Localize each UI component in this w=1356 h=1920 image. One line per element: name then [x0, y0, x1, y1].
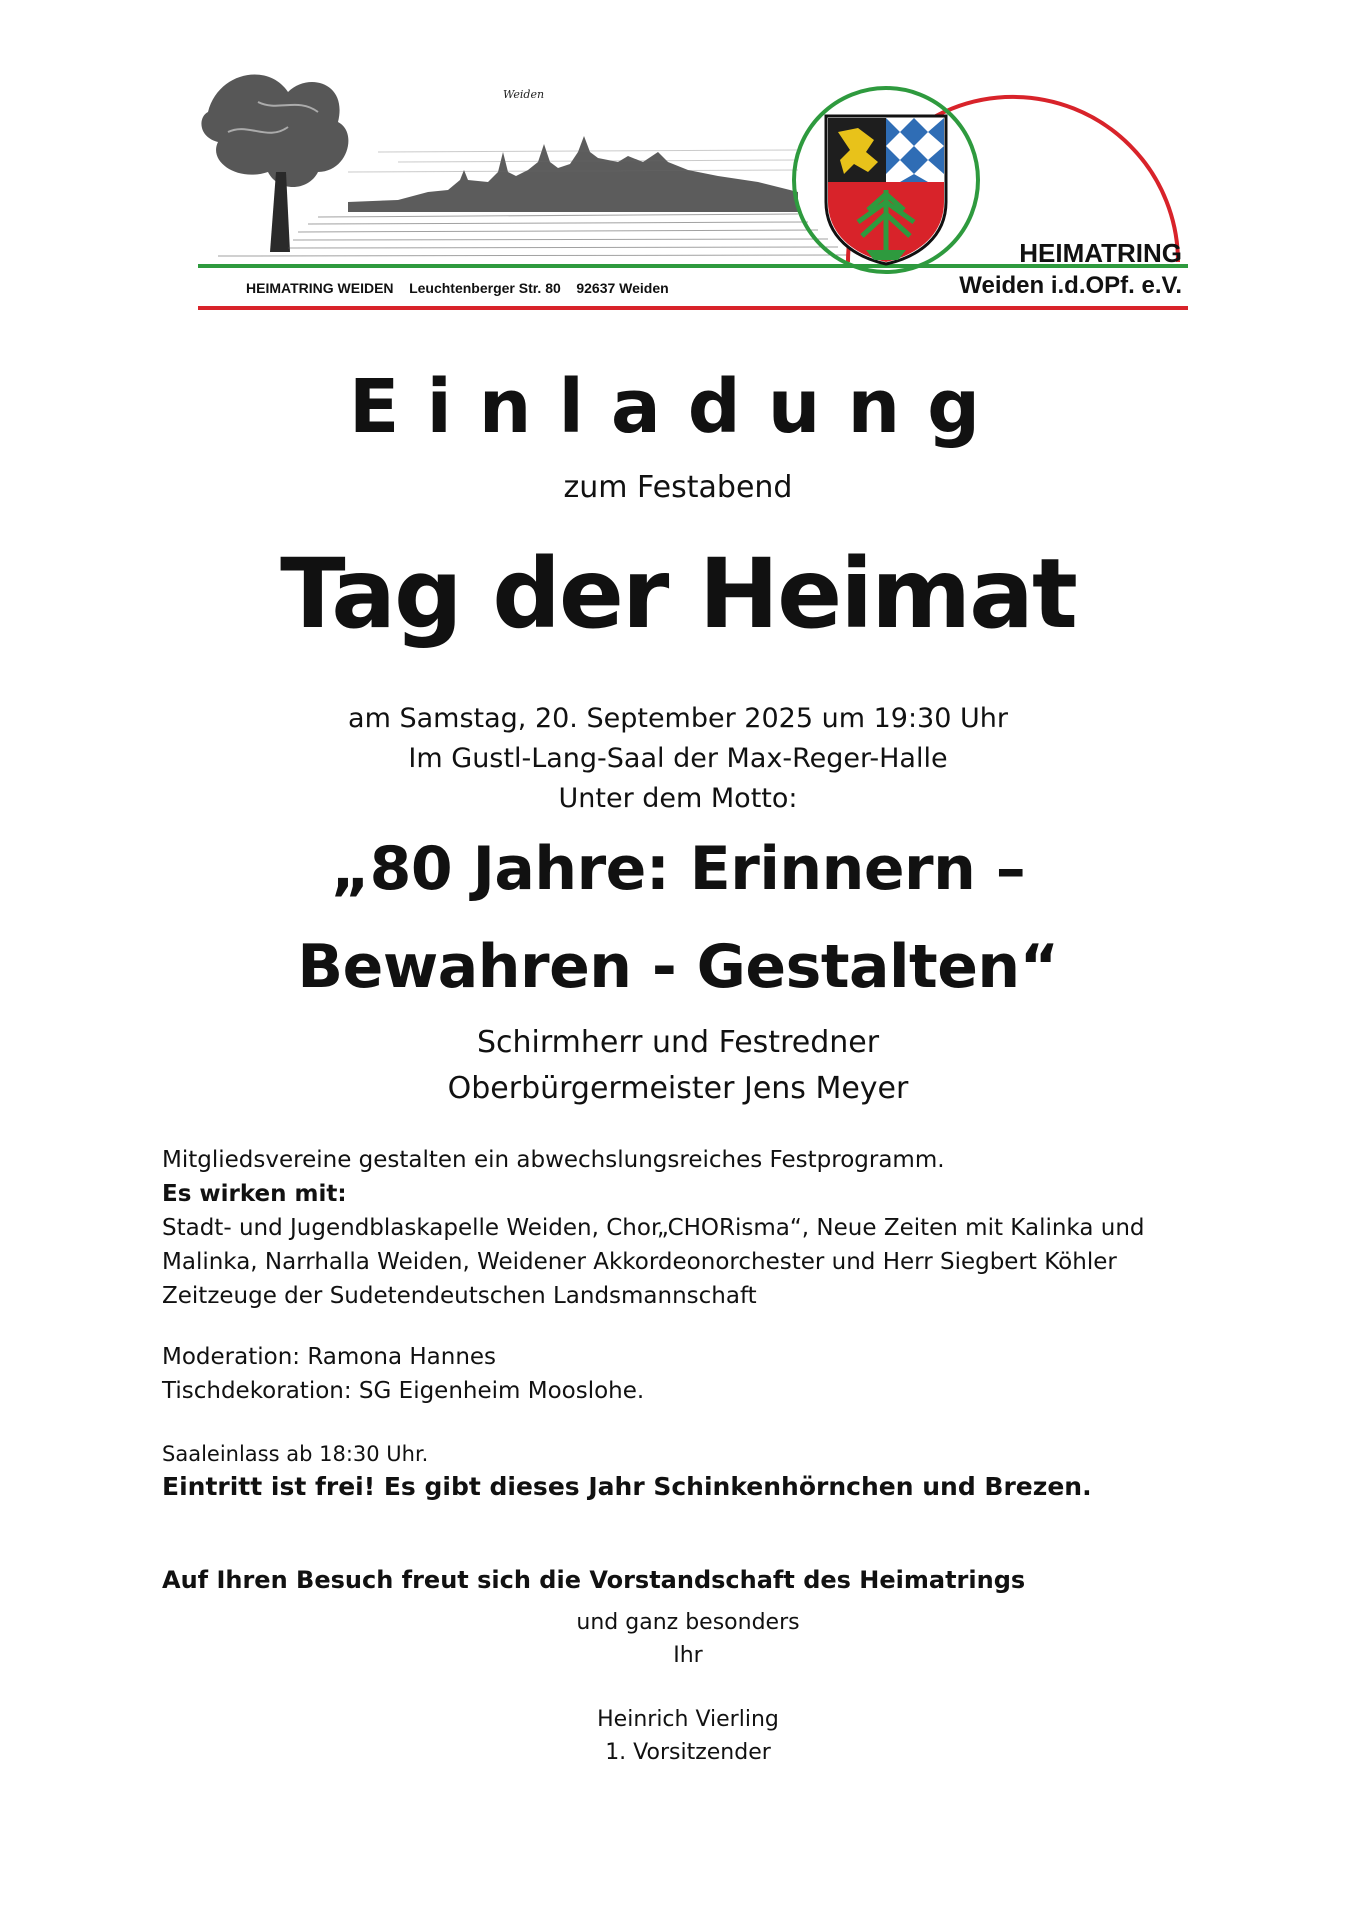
patron-title: Schirmherr und Festredner	[476, 1025, 880, 1060]
table-decoration: Tischdekoration: SG Eigenheim Mooslohe.	[162, 1378, 645, 1404]
city-caption: Weiden	[503, 88, 545, 101]
brand-subtitle: Weiden i.d.OPf. e.V.	[959, 272, 1182, 299]
closing-line-2: und ganz besonders	[576, 1610, 800, 1635]
coat-of-arms-icon	[826, 116, 946, 264]
program-intro: Mitgliedsvereine gestalten ein abwechslungsreiches Festprogramm.	[162, 1147, 945, 1173]
signer-role: 1. Vorsitzender	[605, 1740, 771, 1765]
signer-name: Heinrich Vierling	[597, 1707, 779, 1732]
doors-open: Saaleinlass ab 18:30 Uhr.	[162, 1442, 429, 1466]
program-section	[162, 1143, 1202, 1313]
closing-line: Auf Ihren Besuch freut sich die Vorstandschaft des Heimatrings	[162, 1566, 1026, 1594]
motto-line-1: „80 Jahre: Erinnern –	[330, 834, 1026, 904]
event-date: am Samstag, 20. September 2025 um 19:30 Uhr	[348, 703, 1008, 734]
participants-line-3: Zeitzeuge der Sudetendeutschen Landsmannschaft	[162, 1283, 757, 1309]
motto-line-2: Bewahren - Gestalten“	[297, 932, 1059, 1002]
letterhead	[198, 52, 1188, 314]
participants-line-1: Stadt- und Jugendblaskapelle Weiden, Chor„CHORisma“, Neue Zeiten mit Kalinka und	[162, 1215, 1145, 1241]
team-section	[162, 1340, 1202, 1408]
motto-intro: Unter dem Motto:	[558, 783, 798, 814]
closing-line-3: Ihr	[673, 1643, 703, 1668]
letterhead-address: HEIMATRING WEIDEN Leuchtenberger Str. 80 92637 Weiden	[246, 280, 669, 296]
invitation-subtitle: zum Festabend	[563, 470, 793, 505]
brand-name: HEIMATRING	[1019, 238, 1182, 268]
free-admission: Eintritt ist frei! Es gibt dieses Jahr Schinkenhörnchen und Brezen.	[162, 1472, 1092, 1501]
event-venue: Im Gustl-Lang-Saal der Max-Reger-Halle	[408, 743, 948, 774]
invitation-heading: Einladung	[348, 364, 1008, 450]
city-skyline-illustration	[201, 75, 848, 256]
participants-line-2: Malinka, Narrhalla Weiden, Weidener Akkordeonorchester und Herr Siegbert Köhler	[162, 1249, 1117, 1275]
event-title: Tag der Heimat	[280, 538, 1076, 650]
participants-label: Es wirken mit:	[162, 1181, 347, 1207]
moderation: Moderation: Ramona Hannes	[162, 1344, 497, 1370]
bavarian-lozenges	[886, 118, 944, 182]
patron-name: Oberbürgermeister Jens Meyer	[447, 1071, 909, 1106]
red-band	[198, 306, 1188, 310]
